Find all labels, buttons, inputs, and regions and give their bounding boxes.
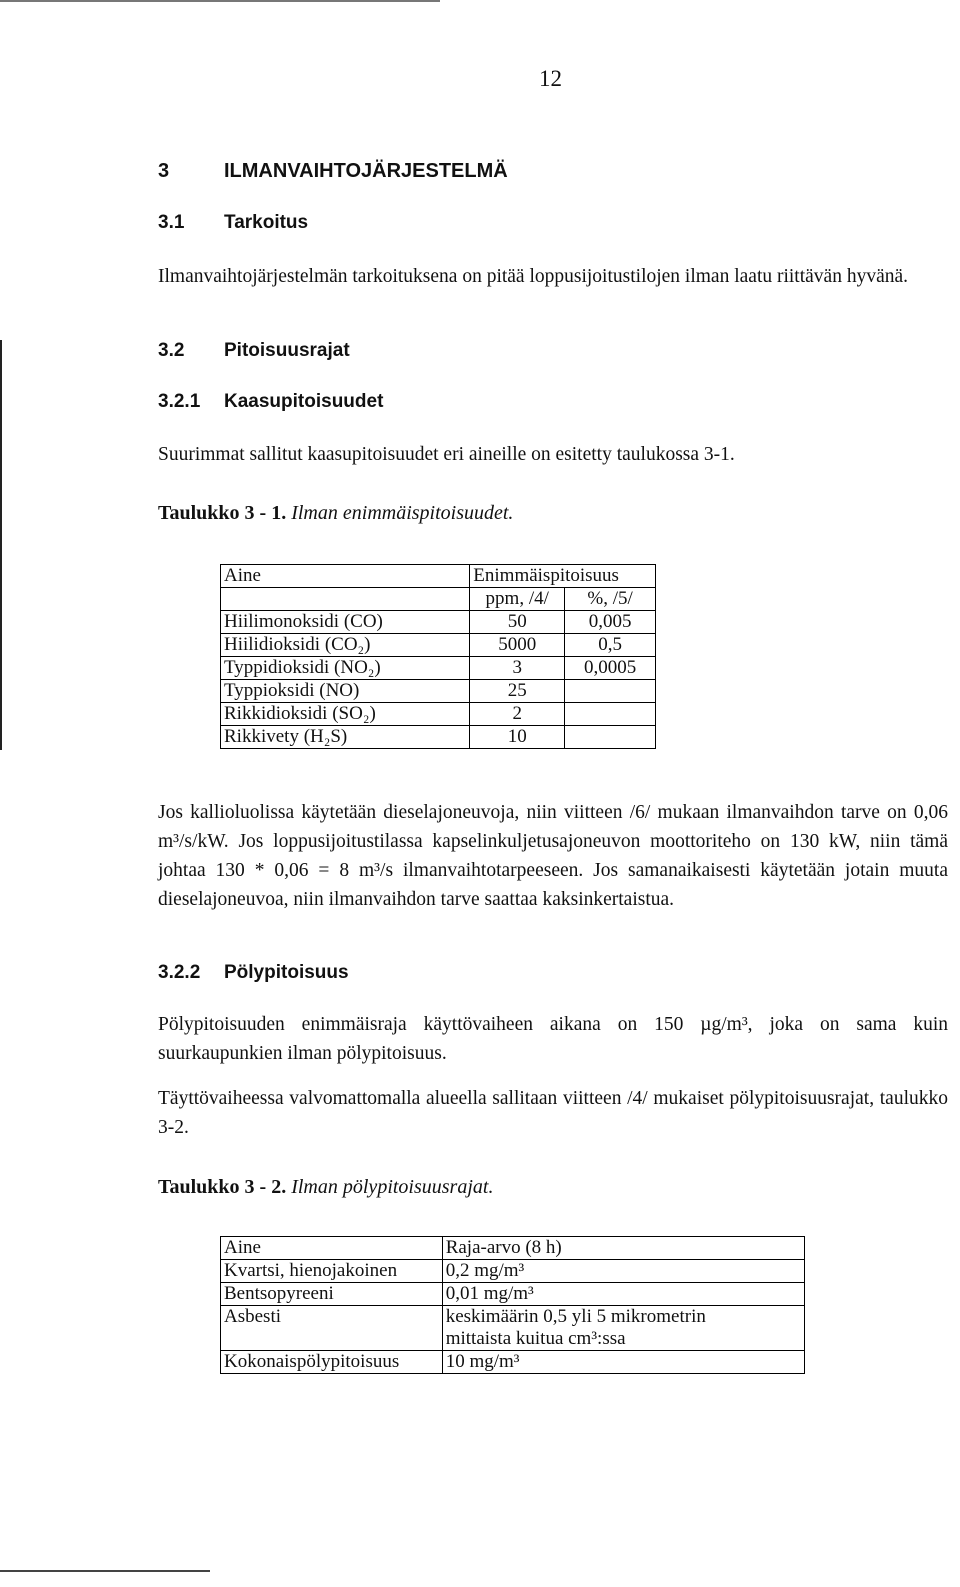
chapter-title: ILMANVAIHTOJÄRJESTELMÄ	[224, 160, 508, 182]
percent-value: 0,0005	[565, 657, 656, 680]
header-substance: Aine	[221, 565, 470, 588]
subsection-number: 3.2.2	[158, 962, 201, 983]
header-percent: %, /5/	[565, 588, 656, 611]
table2-caption-text: Ilman pölypitoisuusrajat.	[291, 1176, 494, 1198]
subsection-title: Kaasupitoisuudet	[224, 391, 384, 412]
section-title: Tarkoitus	[224, 212, 309, 233]
percent-value	[565, 726, 656, 749]
table-row	[221, 680, 656, 703]
section-number: 3.1	[158, 212, 185, 233]
substance-name: Rikkidioksidi (SO₂)	[221, 703, 470, 726]
subsection-title: Pölypitoisuus	[224, 962, 349, 983]
section-title: Pitoisuusrajat	[224, 340, 350, 361]
table-row	[221, 1306, 805, 1351]
scan-edge-top	[0, 0, 440, 2]
header-ppm: ppm, /4/	[470, 588, 565, 611]
ppm-value: 5000	[470, 634, 565, 657]
ppm-value: 10	[470, 726, 565, 749]
table-header-row	[221, 565, 656, 588]
percent-value: 0,5	[565, 634, 656, 657]
table-row	[221, 1351, 805, 1374]
gas-intro-paragraph: Suurimmat sallitut kaasupitoisuudet eri aineille on esitetty taulukossa 3-1.	[158, 444, 735, 465]
table1-caption	[158, 502, 513, 525]
ppm-value: 3	[470, 657, 565, 680]
chapter-heading	[158, 160, 508, 183]
section-heading-purpose	[158, 212, 308, 234]
table2-caption	[158, 1176, 493, 1199]
substance-name: Rikkivety (H₂S)	[221, 726, 470, 749]
limit-value-line-1: keskimäärin 0,5 yli 5 mikrometrin	[445, 1306, 706, 1327]
header-limit: Raja-arvo (8 h)	[442, 1237, 804, 1260]
table-row	[221, 703, 656, 726]
empty-cell	[221, 588, 470, 611]
scan-edge-left	[0, 340, 2, 750]
substance-name: Typpidioksidi (NO₂)	[221, 657, 470, 680]
limit-value: 0,2 mg/m³	[442, 1260, 804, 1283]
purpose-paragraph: Ilmanvaihtojärjestelmän tarkoituksena on pitää loppusijoitustilojen ilman laatu riittävän hyvänä.	[158, 266, 909, 287]
gas-limits-table	[220, 564, 656, 749]
table-subheader-row	[221, 588, 656, 611]
percent-value: 0,005	[565, 611, 656, 634]
ppm-value: 25	[470, 680, 565, 703]
substance-name: Bentsopyreeni	[221, 1283, 443, 1306]
table-row	[221, 1260, 805, 1283]
substance-name: Typpioksidi (NO)	[221, 680, 470, 703]
substance-name: Kokonaispölypitoisuus	[221, 1351, 443, 1374]
dust-paragraph-2: Täyttövaiheessa valvomattomalla alueella sallitaan viitteen /4/ mukaiset pölypitoisuusrajat, taulukko 3-2.	[158, 1088, 948, 1138]
ppm-value: 50	[470, 611, 565, 634]
table-header-row	[221, 1237, 805, 1260]
subsection-heading-gas	[158, 391, 383, 413]
limit-value: 0,01 mg/m³	[442, 1283, 804, 1306]
substance-name: Asbesti	[221, 1306, 443, 1351]
diesel-paragraph: Jos kallioluolissa käytetään dieselajoneuvoja, niin viitteen /6/ mukaan ilmanvaihdon tarve on 0,06 m³/s/kW. Jos loppusijoitustilassa kapselinkuljetusajoneuvon moottoriteho on 130 kW, niin tämä johtaa 130 * 0,06 = 8 m³/s ilmanvaihtotarpeeseen. Jos samanaikaisesti käytetään jotain muuta dieselajoneuvoa, niin ilmanvaihdon tarve saattaa kaksinkertaistua.	[158, 802, 948, 910]
table2-caption-label: Taulukko 3 - 2.	[158, 1176, 287, 1198]
table-row	[221, 657, 656, 680]
dust-limits-table	[220, 1236, 805, 1374]
percent-value	[565, 703, 656, 726]
table1-caption-text: Ilman enimmäispitoisuudet.	[291, 502, 514, 524]
table1-caption-label: Taulukko 3 - 1.	[158, 502, 287, 524]
substance-name: Kvartsi, hienojakoinen	[221, 1260, 443, 1283]
table-row	[221, 611, 656, 634]
subsection-heading-dust	[158, 962, 349, 984]
ppm-value: 2	[470, 703, 565, 726]
section-number: 3.2	[158, 340, 185, 361]
dust-paragraph-1: Pölypitoisuuden enimmäisraja käyttövaiheen aikana on 150 µg/m³, joka on sama kuin suurkaupunkien ilman pölypitoisuus.	[158, 1014, 948, 1064]
chapter-number: 3	[158, 160, 170, 182]
scan-edge-bottom	[0, 1570, 210, 1572]
table-row	[221, 726, 656, 749]
table-row	[221, 1283, 805, 1306]
section-heading-limits	[158, 340, 350, 362]
page-number: 12	[539, 66, 562, 91]
substance-name: Hiilidioksidi (CO₂)	[221, 634, 470, 657]
substance-name: Hiilimonoksidi (CO)	[221, 611, 470, 634]
limit-value	[442, 1306, 804, 1351]
percent-value	[565, 680, 656, 703]
limit-value-line-2: mittaista kuitua cm³:ssa	[445, 1328, 626, 1349]
header-substance: Aine	[221, 1237, 443, 1260]
limit-value: 10 mg/m³	[442, 1351, 804, 1374]
table-row	[221, 634, 656, 657]
subsection-number: 3.2.1	[158, 391, 201, 412]
header-max-concentration: Enimmäispitoisuus	[470, 565, 656, 588]
